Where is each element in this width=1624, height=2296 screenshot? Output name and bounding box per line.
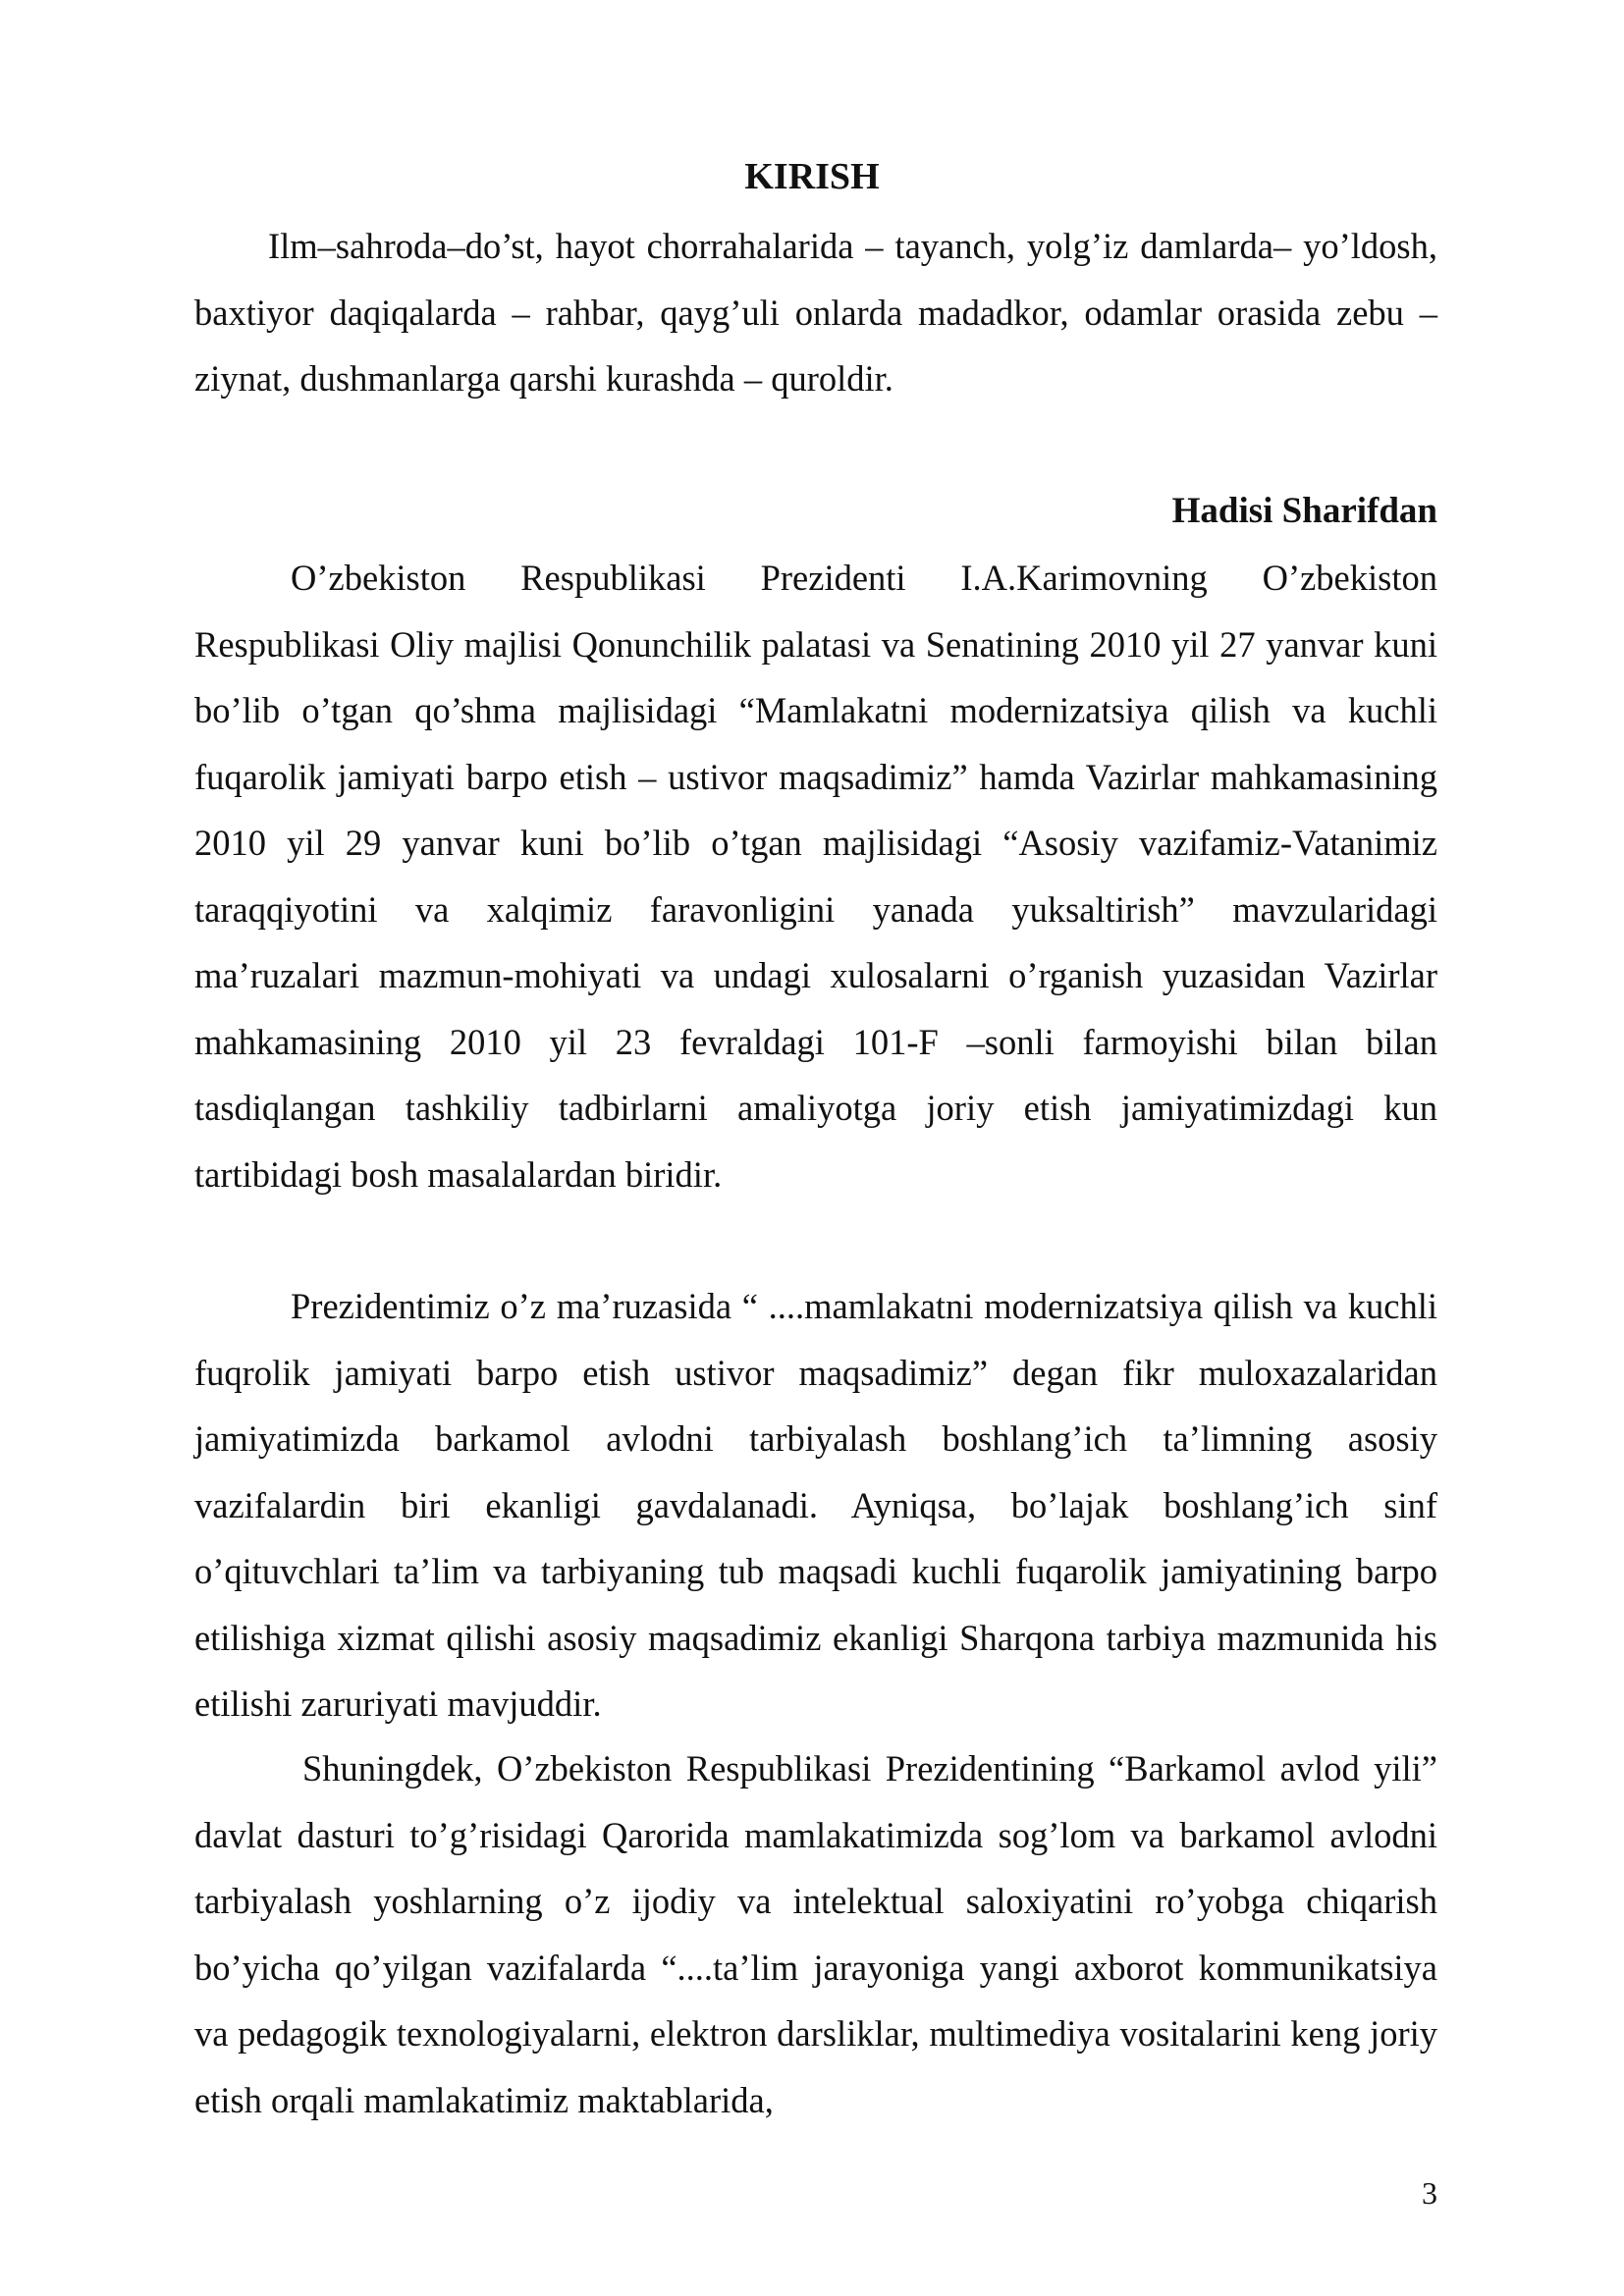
body-paragraph: Shuningdek, O’zbekiston Respublikasi Prezidentining “Barkamol avlod yili” davlat dasturi to’g’risidagi Qarorida mamlakatimizda sog’lom va barkamol avlodni tarbiyalash yoshlarning o’z ijodiy va intelektual saloxiyatini ro’yobga chiqarish bo’yicha qo’yilgan vazifalarda “....ta’lim jarayoniga yangi axborot kommunikatsiya va pedagogik texnologiyalarni, elektron darsliklar, multimediya vositalarini keng joriy etish orqali mamlakatimiz maktablarida,: [194, 1748, 1437, 2120]
body-paragraph: O’zbekiston Respublikasi Prezidenti I.A.Karimovning O’zbekiston Respublikasi Oliy majlisi Qonunchilik palatasi va Senatining 2010 yil 27 yanvar kuni bo’lib o’tgan qo’shma majlisidagi “Mamlakatni modernizatsiya qilish va kuchli fuqarolik jamiyati barpo etish – ustivor maqsadimiz” hamda Vazirlar mahkamasining 2010 yil 29 yanvar kuni bo’lib o’tgan majlisidagi “Asosiy vazifamiz-Vatanimiz taraqqiyotini va xalqimiz faravonligini yanada yuksaltirish” mavzularidagi ma’ruzalari mazmun-mohiyati va undagi xulosalarni o’rganish yuzasidan Vazirlar mahkamasining 2010 yil 23 fevraldagi 101-F –sonli farmoyishi bilan bilan tasdiqlangan tashkiliy tadbirlarni amaliyotga joriy etish jamiyatimizdagi kun tartibidagi bosh masalalardan biridir.: [194, 558, 1437, 1195]
body-paragraph: Prezidentimiz o’z ma’ruzasida “ ....mamlakatni modernizatsiya qilish va kuchli fuqrolik jamiyati barpo etish ustivor maqsadimiz” degan fikr muloxazalaridan jamiyatimizda barkamol avlodni tarbiyalash boshlang’ich ta’limning asosiy vazifalardin biri ekanligi gavdalanadi. Ayniqsa, bo’lajak boshlang’ich sinf o’qituvchlari ta’lim va tarbiyaning tub maqsadi kuchli fuqarolik jamiyatining barpo etilishiga xizmat qilishi asosiy maqsadimiz ekanligi Sharqona tarbiya mazmunida his etilishi zaruriyati mavjuddir.: [194, 1286, 1437, 1724]
page-number: 3: [1422, 2175, 1437, 2211]
epigraph-quote: Ilm–sahroda–do’st, hayot chorrahalarida – tayanch, yolg’iz damlarda– yo’ldosh, baxtiyor daqiqalarda – rahbar, qayg’uli onlarda madadkor, odamlar orasida zebu – ziynat, dushmanlarga qarshi kurashda – quroldir.: [194, 226, 1437, 399]
epigraph-source: Hadisi Sharifdan: [1171, 491, 1437, 531]
section-title: KIRISH: [744, 156, 880, 197]
